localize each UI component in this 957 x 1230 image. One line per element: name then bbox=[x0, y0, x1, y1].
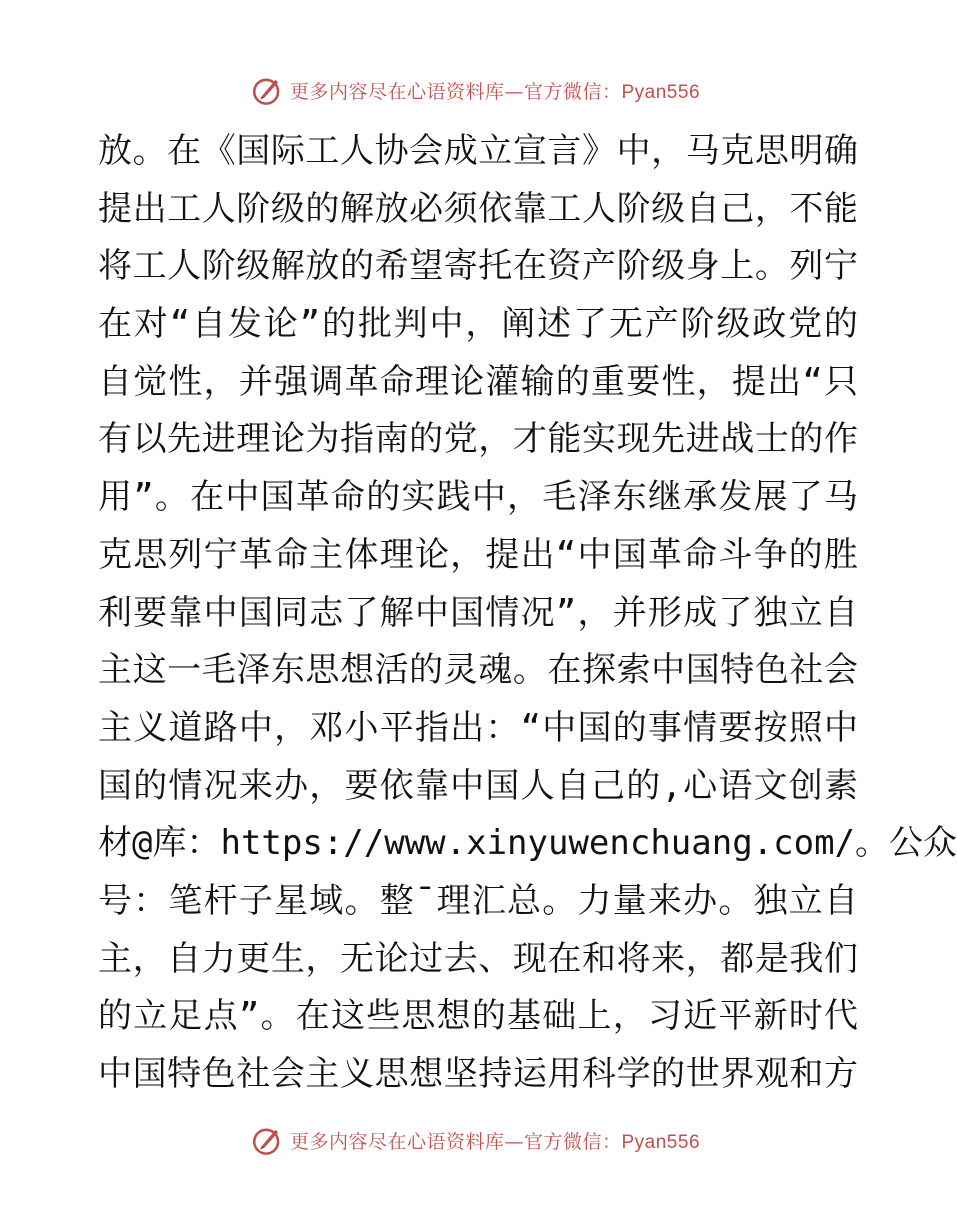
body-line: 利要靠中国同志了解中国情况”，并形成了独立自 bbox=[98, 592, 858, 633]
header-banner-content bbox=[250, 73, 700, 107]
body-line: 中国特色社会主义思想坚持运用科学的世界观和方 bbox=[98, 1054, 858, 1094]
footer-banner-content bbox=[250, 1123, 700, 1157]
footer-banner bbox=[0, 1120, 950, 1160]
body-line: 国的情况来办，要依靠中国人自己的,心语文创素 bbox=[98, 765, 858, 806]
body-line: 在对“自发论”的批判中，阐述了无产阶级政党的 bbox=[98, 304, 858, 345]
footer-dash: — bbox=[504, 1130, 524, 1153]
header-dash: — bbox=[504, 80, 524, 103]
body-line: 主，自力更生，无论过去、现在和将来，都是我们 bbox=[98, 938, 858, 979]
body-line: 放。在《国际工人协会成立宣言》中，马克思明确 bbox=[98, 131, 858, 171]
body-line: 材@库：https://www.xinyuwenchuang.com/。公众 bbox=[98, 823, 957, 864]
body-line: 主义道路中，邓小平指出：“中国的事情要按照中 bbox=[98, 707, 858, 748]
footer-wechat-id: Pyan556 bbox=[621, 1131, 701, 1153]
quill-logo-icon bbox=[250, 73, 284, 107]
body-line: 用”。在中国革命的实践中，毛泽东继承发展了马 bbox=[98, 477, 858, 518]
footer-banner-text bbox=[290, 1127, 700, 1154]
header-banner bbox=[0, 70, 950, 110]
body-line: 克思列宁革命主体理论，提出“中国革命斗争的胜 bbox=[98, 534, 858, 575]
body-line: 提出工人阶级的解放必须依靠工人阶级自己，不能 bbox=[98, 188, 858, 229]
header-official-label: 官方微信： bbox=[523, 80, 622, 103]
body-line: 自觉性，并强调革命理论灌输的重要性，提出“只 bbox=[98, 361, 858, 402]
header-banner-text bbox=[290, 77, 700, 104]
body-line: 的立足点”。在这些思想的基础上，习近平新时代 bbox=[98, 996, 858, 1037]
document-body bbox=[98, 123, 957, 1104]
body-line: 主这一毛泽东思想活的灵魂。在探索中国特色社会 bbox=[98, 650, 858, 691]
body-line: 有以先进理论为指南的党，才能实现先进战士的作 bbox=[98, 419, 858, 460]
header-wechat-id: Pyan556 bbox=[621, 81, 701, 103]
footer-official-label: 官方微信： bbox=[523, 1130, 622, 1153]
body-line: 将工人阶级解放的希望寄托在资产阶级身上。列宁 bbox=[98, 246, 858, 287]
body-line: 号：笔杆子星域。整¯理汇总。力量来办。独立自 bbox=[98, 880, 858, 921]
header-site-text: 更多内容尽在心语资料库 bbox=[289, 80, 505, 103]
footer-site-text: 更多内容尽在心语资料库 bbox=[289, 1130, 505, 1153]
quill-logo-icon bbox=[250, 1123, 284, 1157]
